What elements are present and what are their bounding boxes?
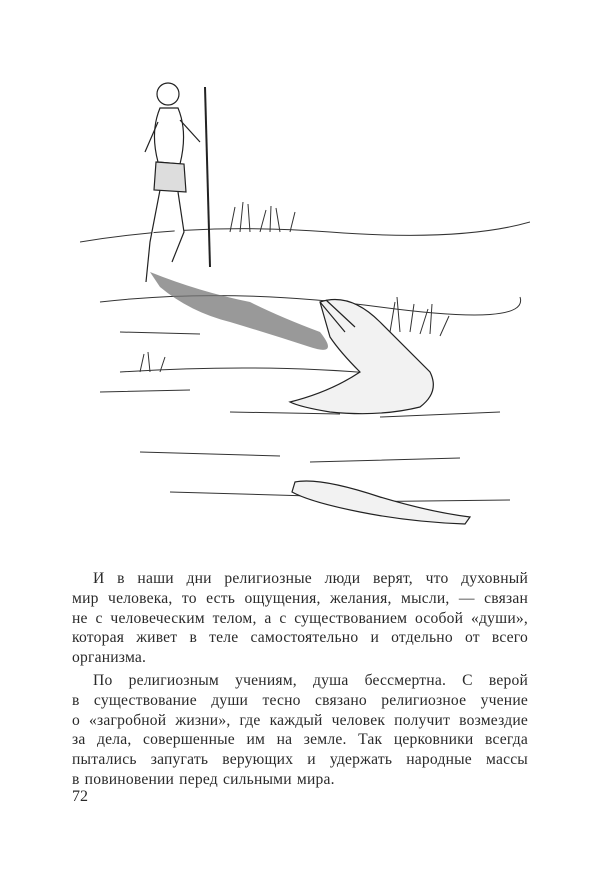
text-line: в повиновении перед сильными мира.: [72, 770, 335, 788]
text-line: И в наши дни религиозные люди верят, что духовный: [93, 570, 528, 587]
text-line: пытались запугать верующих и удержать народные массы: [72, 751, 528, 769]
text-line: в существование души тесно связано религиозное учение: [72, 691, 528, 709]
text-line: не с человеческим телом, а с существованием особой «души»,: [72, 609, 528, 627]
text-line: По религиозным учениям, душа бессмертна. С верой: [93, 671, 528, 689]
paragraph-1: [72, 569, 528, 668]
text-line: организма.: [72, 649, 147, 667]
illustration-woman-and-crocodile: [80, 72, 530, 550]
text-line: мир человека, то есть ощущения, желания, мысли, — связан: [72, 589, 528, 607]
text-line: которая живет в теле самостоятельно и отдельно от всего: [72, 629, 528, 647]
text-line: о «загробной жизни», где каждый человек получит возмездие: [72, 711, 528, 729]
paragraph-2: [72, 671, 528, 790]
page-number: 72: [72, 788, 88, 805]
text-line: за дела, совершенные им на земле. Так церковники всегда: [72, 731, 528, 749]
body-text: [72, 569, 528, 790]
